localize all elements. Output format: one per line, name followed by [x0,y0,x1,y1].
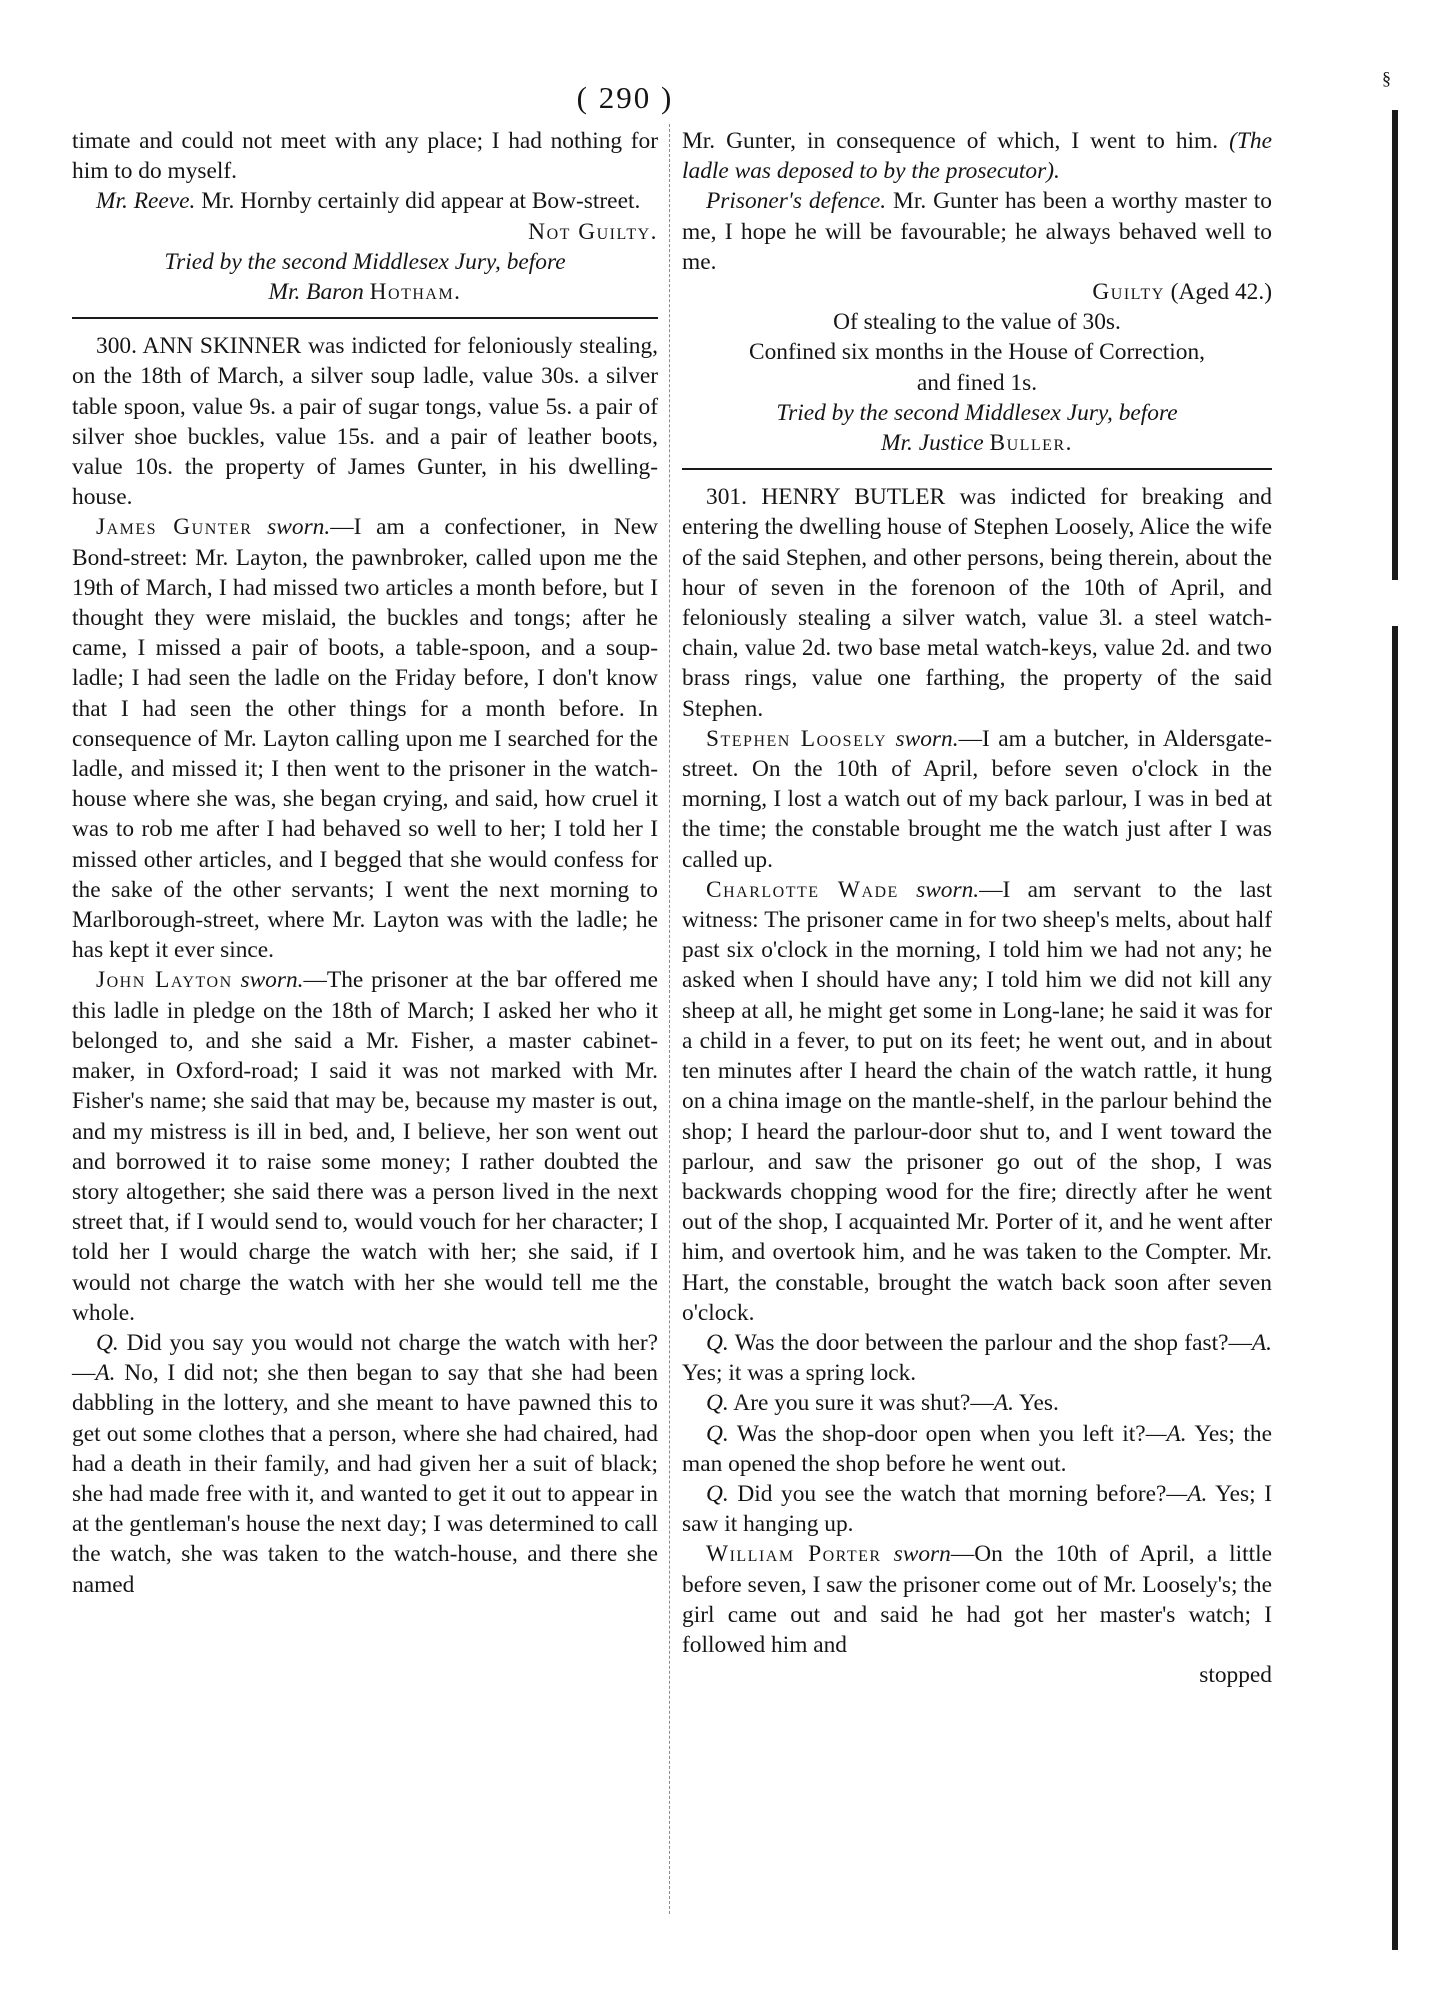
trial-line: Tried by the second Middlesex Jury, before [164,248,566,275]
catchword: stopped [1199,1662,1272,1689]
left-column [72,126,658,1600]
question-answer: Q. Was the door between the parlour and the shop fast?—A. Yes; it was a spring lock. [682,1329,1272,1387]
section-rule [682,468,1272,470]
testimony-gunter: James Gunter sworn.—I am a confectioner, in New Bond-street: Mr. Layton, the pawnbroker, called upon me the 19th of March, I had missed two articles a month before, but I thought they were mislaid, the buckles and tongs; after he came, I missed a pair of boots, a table-spoon, and a soup-ladle; I had seen the ladle on the Friday before, I don't know that I had seen the other things for a month before. In consequence of Mr. Layton calling upon me I searched for the ladle, and missed it; I then went to the prisoner in the watch-house where she was, she began crying, and said, how cruel it was to rob me after I had behaved so well to her; I told her I missed other articles, and I begged that she would confess for the sake of the other servants; I went the next morning to Marlborough-street, where Mr. Layton was with the ladle; he has kept it ever since. [72,514,659,964]
margin-mark: § [1382,68,1391,88]
question-answer: Q. Are you sure it was shut?—A. Yes. [706,1390,1059,1417]
question-answer: Q. Did you say you would not charge the watch with her?—A. No, I did not; she then began to say that she had been dabbling in the lottery, and she meant to have pawned this to get out some clothes that a person, where she had chaired, had had a death in their family, and had given her a suit of black; she had made free with it, and wanted to get it out to appear in at the gentleman's house the next day; I was determined to call the watch, she was taken to the watch-house, and there she named [72,1329,658,1598]
question-answer: Q. Did you see the watch that morning before?—A. Yes; I saw it hanging up. [682,1480,1272,1538]
witness-name: Stephen Loosely [706,725,888,752]
testimony-porter: William Porter sworn—On the 10th of April, a little before seven, I saw the prisoner come out of Mr. Loosely's; the girl came out and said he had got her master's watch; I followed him and [682,1541,1273,1658]
testimony-layton: John Layton sworn.—The prisoner at the bar offered me this ladle in pledge on the 18th of March; I asked her who it belonged to, and she said a Mr. Fisher, a master cabinet-maker, in Oxford-road; I said it was not marked with Mr. Fisher's name; she said that may be, because my master is out, and my mistress is ill in bed, and, I believe, her son went out and borrowed it to raise some money; I rather doubted the story altogether; she said there was a person lived in the next street that, if I would send to, would vouch for her character; I told her I would charge the watch with her; she said, if I would not charge the watch with her she would tell me the whole. [72,967,658,1326]
testimony-loosely: Stephen Loosely sworn.—I am a butcher, in Aldersgate-street. On the 10th of April, before seven o'clock in the morning, I lost a watch out of my back parlour, I was in bed at the time; the constable brought me the watch just after I was called up. [682,725,1272,873]
defendant-name: HENRY BUTLER [761,484,946,511]
case-301-indictment: 301. HENRY BUTLER was indicted for breaking and entering the dwelling house of Stephen Loosely, Alice the wife of the said Stephen, and other persons, being therein, about the hour of seven in the forenoon of the 10th of April, and feloniously stealing a silver watch, value 3l. a steel watch-chain, value 2d. two base metal watch-keys, value 2d. and two brass rings, value one farthing, the property of the said Stephen. [682,484,1273,722]
witness-name: William Porter [706,1541,882,1568]
defendant-name: ANN SKINNER [142,333,302,360]
continuation-text: Mr. Gunter, in consequence of which, I went to him. (The ladle was deposed to by the prosecutor). [682,128,1272,185]
verdict: Not Guilty. [528,218,658,245]
witness-name: John Layton [96,967,233,994]
trial-judge: Mr. Baron Hotham. [268,279,462,306]
case-number: 301. [706,484,747,511]
margin-rule [1392,110,1398,1950]
verdict: Guilty (Aged 42.) [1092,279,1272,306]
case-number: 300. [96,333,137,360]
witness-name: James Gunter [96,514,253,541]
prisoner-defence: Prisoner's defence. Mr. Gunter has been a worthy master to me, I hope he will be favourable; he always behaved well to me. [682,188,1272,275]
reeve-statement: Mr. Reeve. Mr. Hornby certainly did appear at Bow-street. [96,188,641,215]
sentence-line: Of stealing to the value of 30s. [833,309,1121,336]
question-answer: Q. Was the shop-door open when you left it?—A. Yes; the man opened the shop before he went out. [682,1420,1273,1477]
sentence-line: Confined six months in the House of Correction, [748,339,1206,366]
continuation-text: timate and could not meet with any place; I had nothing for him to do myself. [72,128,658,185]
section-rule [72,317,658,319]
case-300-indictment: 300. ANN SKINNER was indicted for feloniously stealing, on the 18th of March, a silver soup ladle, value 30s. a silver table spoon, value 9s. a pair of sugar tongs, value 5s. a pair of silver shoe buckles, value 15s. and a pair of leather boots, value 10s. the property of James Gunter, in his dwelling-house. [72,333,659,511]
sentence-line: and fined 1s. [916,369,1038,396]
witness-name: Charlotte Wade [706,876,899,903]
trial-judge: Mr. Justice Buller. [881,430,1073,457]
column-divider [669,124,670,1914]
speaker-label: Mr. Reeve. [96,188,196,215]
right-column [682,126,1272,1690]
trial-line: Tried by the second Middlesex Jury, before [776,399,1178,426]
testimony-wade: Charlotte Wade sworn.—I am servant to the last witness: The prisoner came in for two sheep's melts, about half past six o'clock in the morning, I told him we had not any; he asked when I should have any; I told him we did not kill any sheep at all, he might get some in Long-lane; he said it was for a child in a fever, to put on its feet; he went out, and in about ten minutes after I heard the chain of the watch rattle, it hung on a china image on the mantle-shelf, in the parlour behind the shop; I heard the parlour-door shut to, and I went toward the parlour, and saw the prisoner go out of the shop, I was backwards chopping wood for the fire; directly after he went out of the shop, I acquainted Mr. Porter of it, and he went after him, and overtook him, and he was taken to the Compter. Mr. Hart, the constable, brought the watch back soon after seven o'clock. [682,876,1272,1326]
page-number: ( 290 ) [576,80,674,115]
